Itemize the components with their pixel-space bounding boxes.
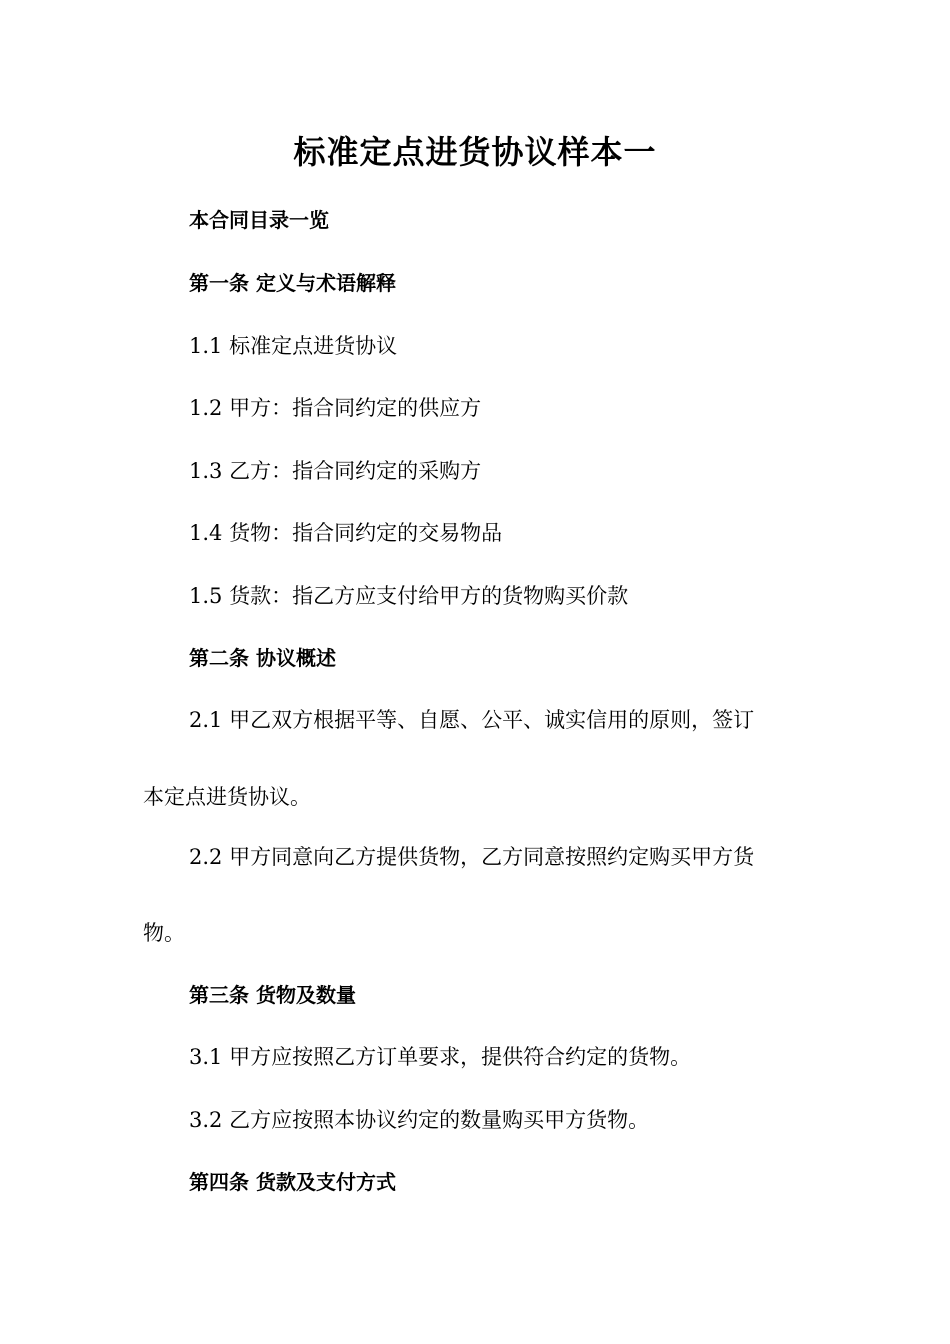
article-1-item: 1.5 货款：指乙方应支付给甲方的货物购买价款: [189, 584, 629, 608]
document-title: 标准定点进货协议样本一: [293, 133, 657, 171]
article-2-paragraph-2: 2.2 甲方同意向乙方提供货物，乙方同意按照约定购买甲方货: [189, 845, 755, 869]
article-4-heading: 第四条 货款及支付方式: [189, 1170, 396, 1194]
article-1-heading: 第一条 定义与术语解释: [189, 271, 396, 295]
article-3-heading: 第三条 货物及数量: [189, 983, 356, 1007]
article-2-paragraph-2-continued: 物。: [143, 921, 185, 945]
toc-heading: 本合同目录一览: [189, 208, 329, 232]
article-1-item: 1.3 乙方：指合同约定的采购方: [189, 459, 482, 483]
article-2-paragraph-1-continued: 本定点进货协议。: [143, 785, 311, 809]
article-1-item: 1.1 标准定点进货协议: [189, 334, 398, 358]
article-1-item: 1.2 甲方：指合同约定的供应方: [189, 396, 482, 420]
article-2-heading: 第二条 协议概述: [189, 646, 336, 670]
article-1-item: 1.4 货物：指合同约定的交易物品: [189, 521, 503, 545]
article-2-paragraph-1: 2.1 甲乙双方根据平等、自愿、公平、诚实信用的原则，签订: [189, 708, 755, 732]
article-3-item: 3.2 乙方应按照本协议约定的数量购买甲方货物。: [189, 1108, 650, 1132]
article-3-item: 3.1 甲方应按照乙方订单要求，提供符合约定的货物。: [189, 1045, 692, 1069]
